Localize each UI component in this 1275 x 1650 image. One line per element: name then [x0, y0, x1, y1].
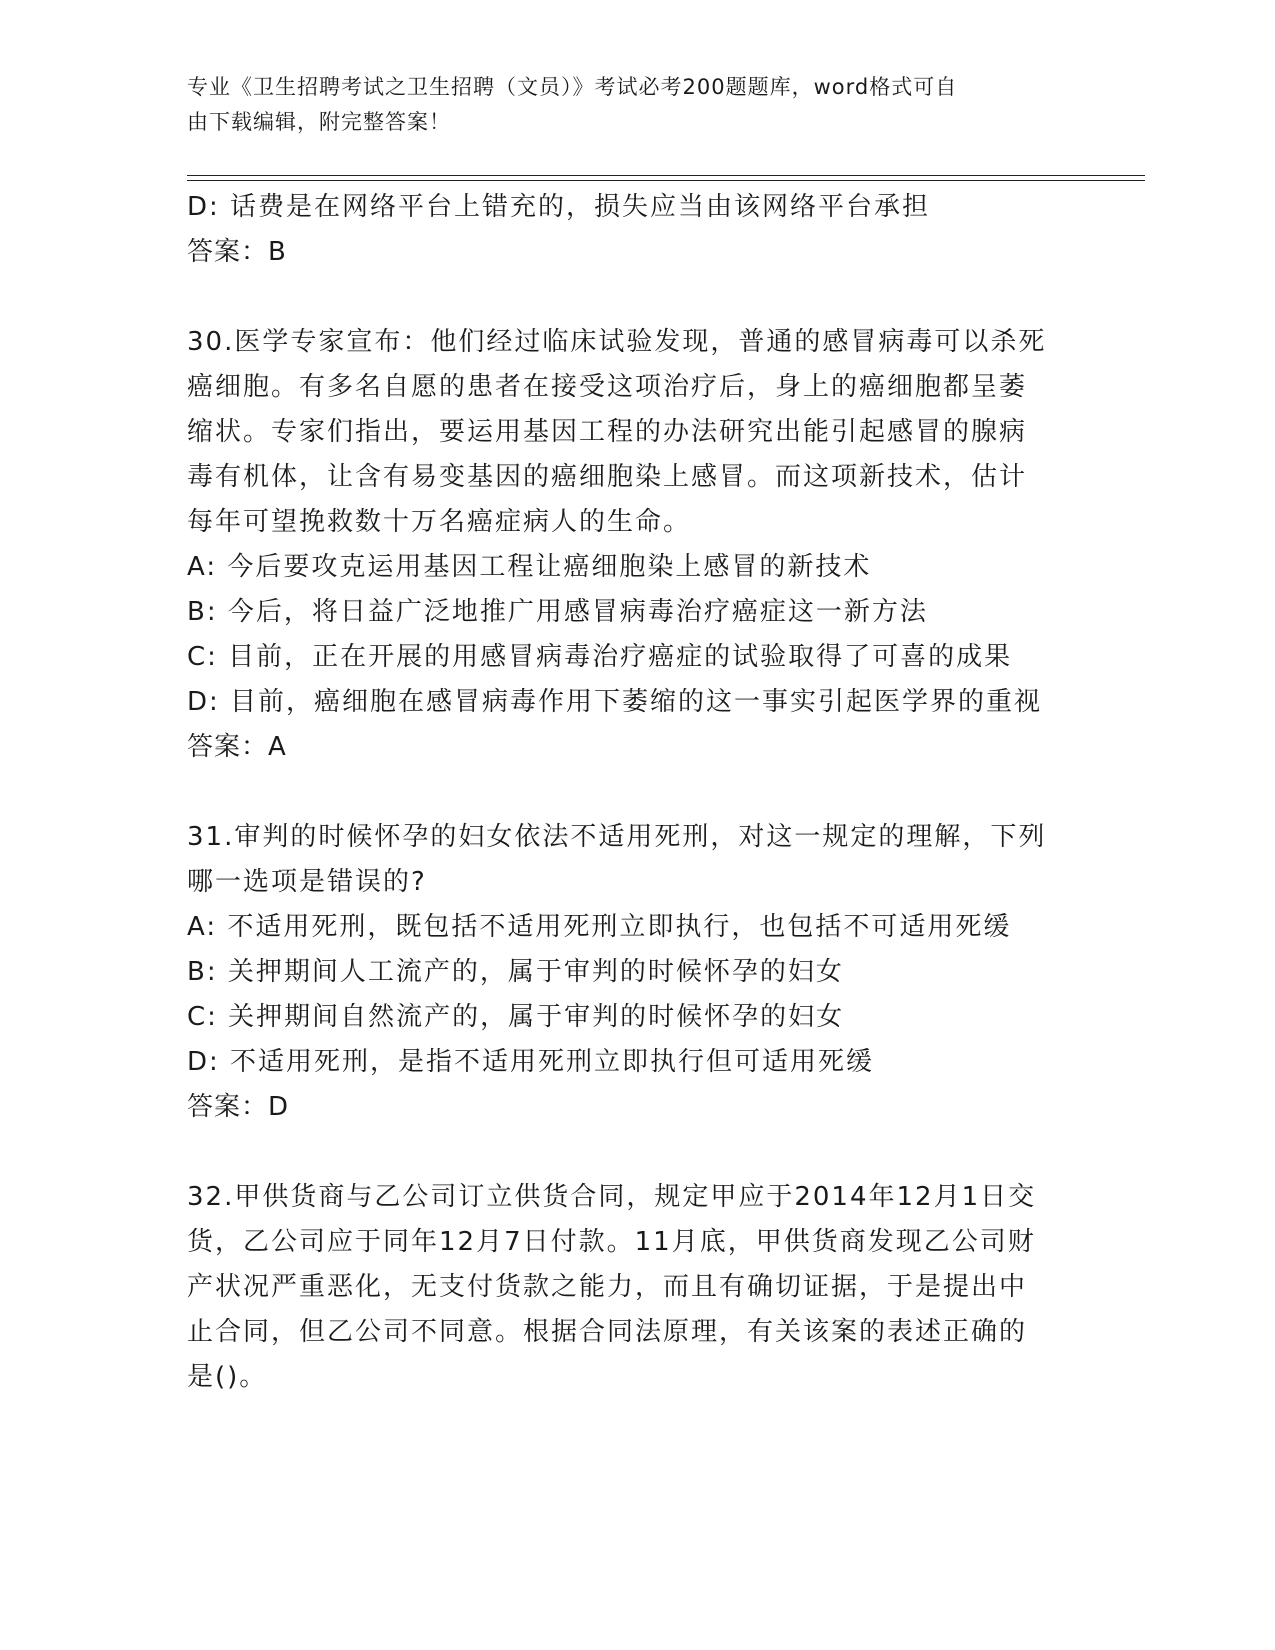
header-rule-bottom [187, 180, 1145, 181]
question-text-line: 癌细胞。有多名自愿的患者在接受这项治疗后，身上的癌细胞都呈萎 [187, 372, 1028, 402]
option-b: B: 关押期间人工流产的，属于审判的时候怀孕的妇女 [187, 957, 844, 987]
question-text-line: 每年可望挽救数十万名癌症病人的生命。 [187, 507, 692, 537]
option-d: D: 目前，癌细胞在感冒病毒作用下萎缩的这一事实引起医学界的重视 [187, 687, 1043, 717]
question-32 [187, 1175, 1087, 1400]
question-text-line: 32.甲供货商与乙公司订立供货合同，规定甲应于2014年12月1日交 [187, 1182, 1037, 1212]
option-d: D: 不适用死刑，是指不适用死刑立即执行但可适用死缓 [187, 1047, 875, 1077]
question-text-line: 货，乙公司应于同年12月7日付款。11月底，甲供货商发现乙公司财 [187, 1227, 1036, 1257]
option-a: A: 不适用死刑，既包括不适用死刑立即执行，也包括不可适用死缓 [187, 912, 1012, 942]
question-text-line: 是()。 [187, 1362, 268, 1392]
option-c: C: 目前，正在开展的用感冒病毒治疗癌症的试验取得了可喜的成果 [187, 642, 1013, 672]
question-text-line: 哪一选项是错误的? [187, 867, 427, 897]
question-text-line: 止合同，但乙公司不同意。根据合同法原理，有关该案的表述正确的 [187, 1317, 1028, 1347]
question-text-line: 产状况严重恶化，无支付货款之能力，而且有确切证据，于是提出中 [187, 1272, 1028, 1302]
question-30 [187, 320, 1087, 770]
question-text-line: 30.医学专家宣布：他们经过临床试验发现，普通的感冒病毒可以杀死 [187, 327, 1047, 357]
option-a: A: 今后要攻克运用基因工程让癌细胞染上感冒的新技术 [187, 552, 872, 582]
previous-question-tail [187, 185, 1087, 275]
answer-line: 答案：A [187, 732, 287, 762]
question-text-line: 缩状。专家们指出，要运用基因工程的办法研究出能引起感冒的腺病 [187, 417, 1028, 447]
question-text-line: 31.审判的时候怀孕的妇女依法不适用死刑，对这一规定的理解，下列 [187, 822, 1047, 852]
spacer [187, 770, 1087, 815]
answer-line: 答案：D [187, 1092, 290, 1122]
option-c: C: 关押期间自然流产的，属于审判的时候怀孕的妇女 [187, 1002, 845, 1032]
header-line-2: 由下载编辑，附完整答案！ [187, 110, 451, 134]
option-d: D: 话费是在网络平台上错充的，损失应当由该网络平台承担 [187, 192, 931, 222]
document-body [187, 185, 1087, 1400]
option-b: B: 今后，将日益广泛地推广用感冒病毒治疗癌症这一新方法 [187, 597, 928, 627]
question-text-line: 毒有机体，让含有易变基因的癌细胞染上感冒。而这项新技术，估计 [187, 462, 1028, 492]
page-header [187, 70, 1067, 140]
header-rule-top [187, 175, 1145, 176]
header-line-1: 专业《卫生招聘考试之卫生招聘（文员）》考试必考200题题库，word格式可自 [187, 75, 958, 99]
spacer [187, 275, 1087, 320]
answer-line: 答案：B [187, 237, 287, 267]
question-31 [187, 815, 1087, 1130]
spacer [187, 1130, 1087, 1175]
